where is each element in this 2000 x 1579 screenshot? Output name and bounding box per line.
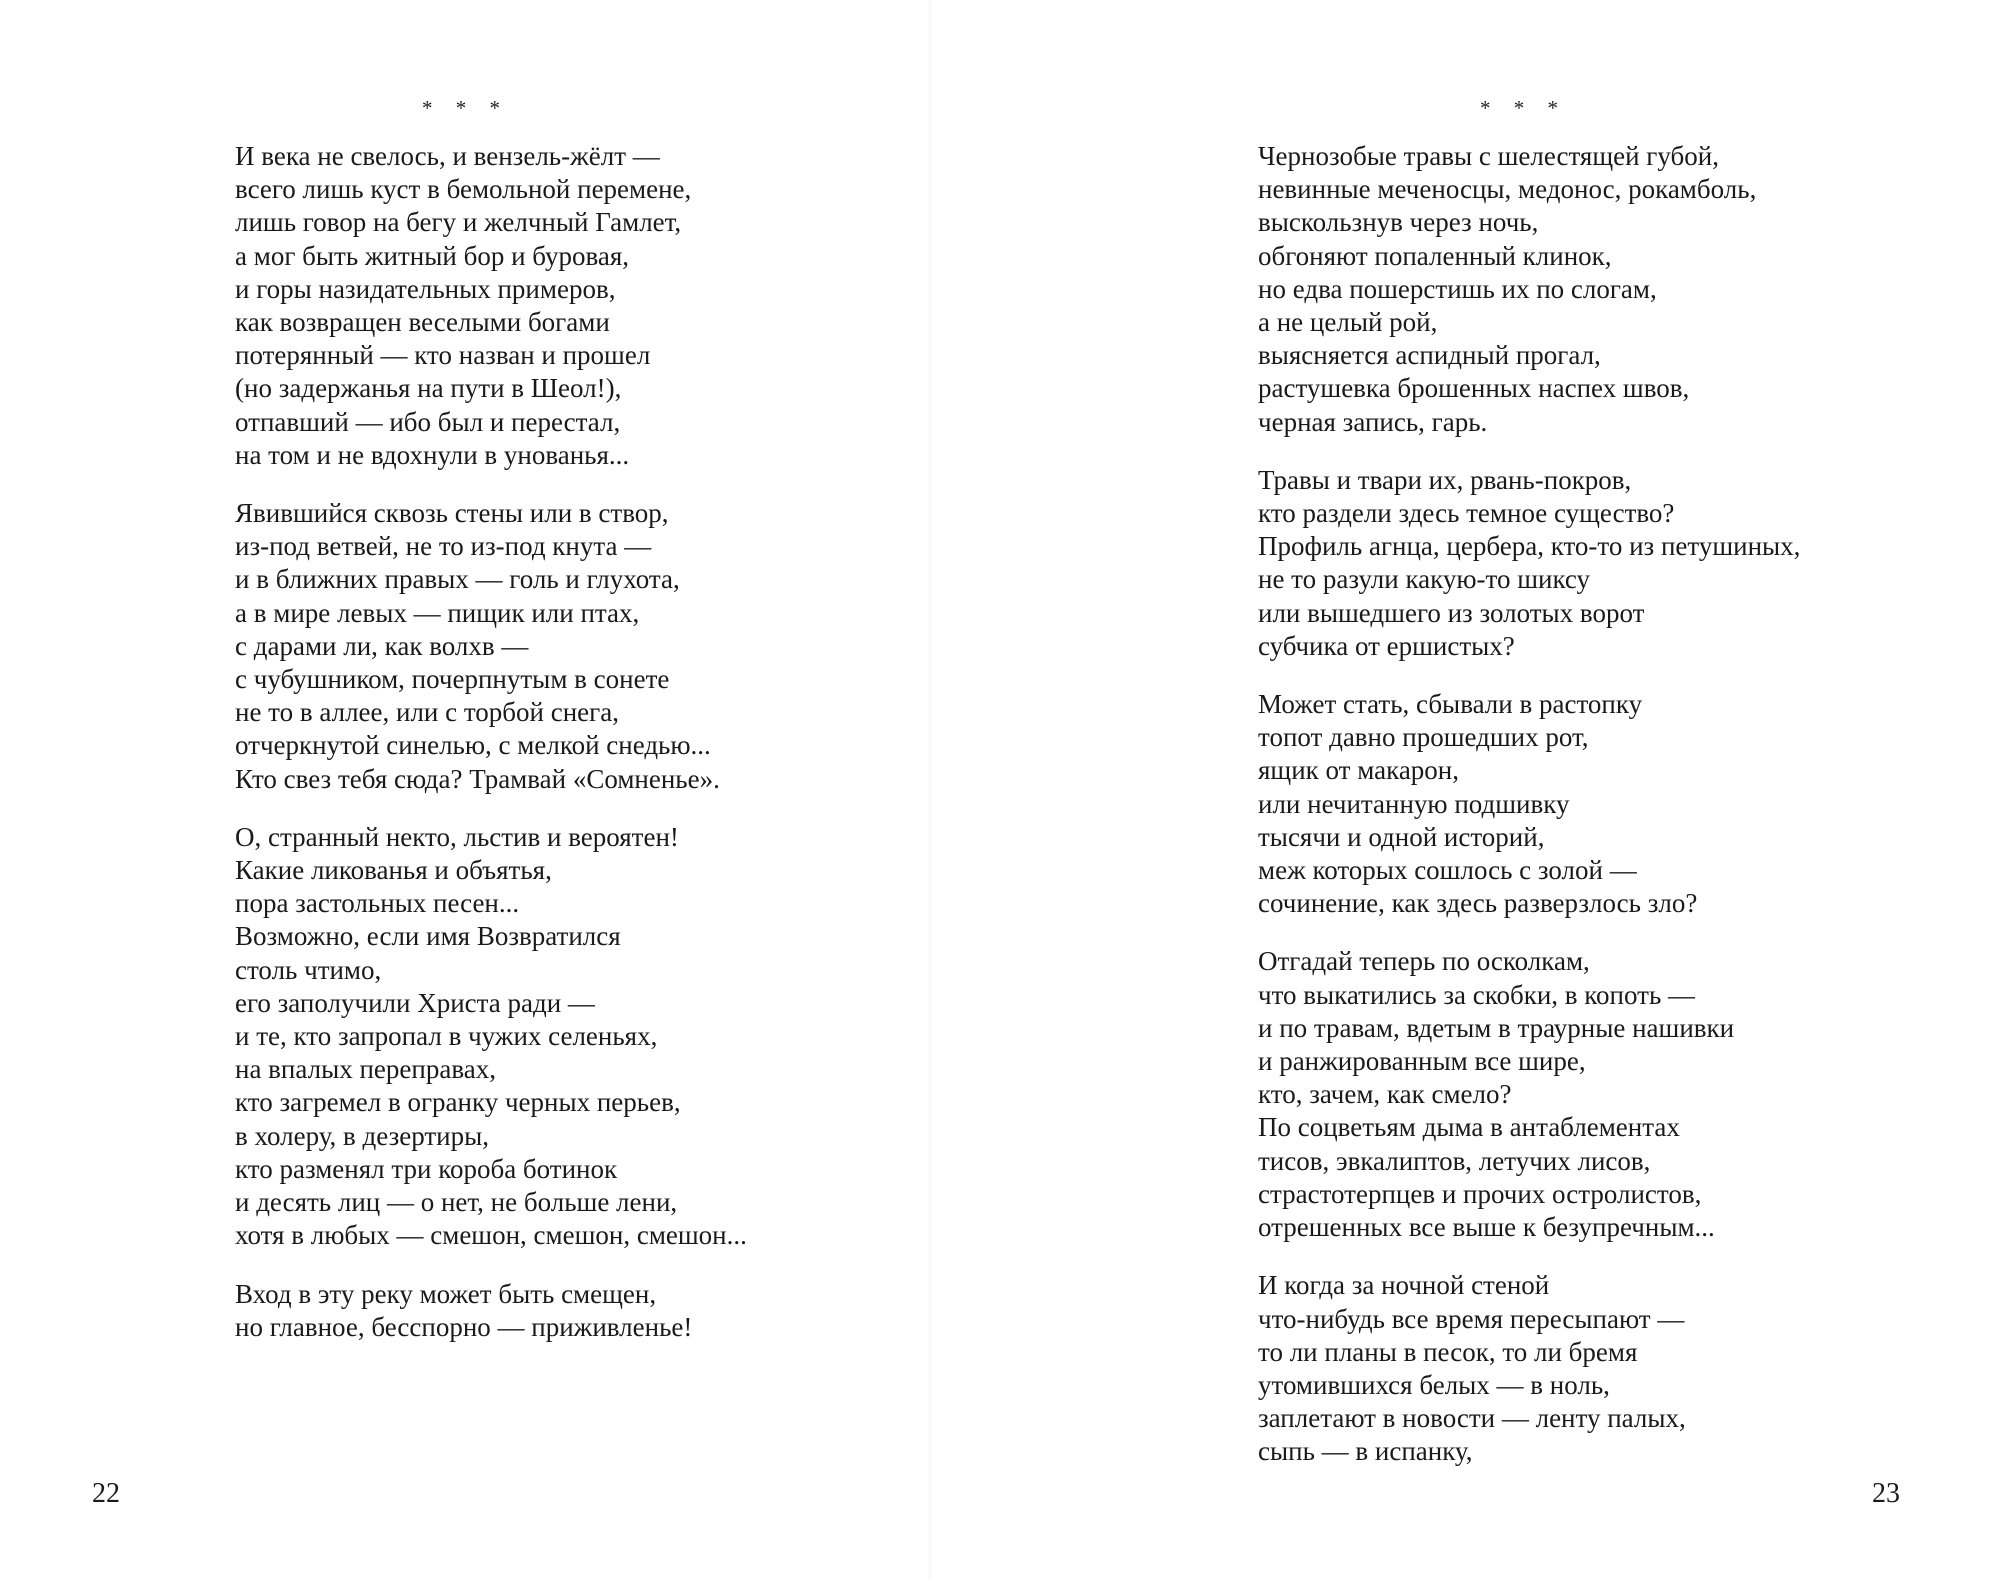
stanza [235, 821, 747, 1253]
poem-line: невинные меченосцы, медонос, рокамболь, [1258, 174, 1757, 205]
poem-line: отпавший — ибо был и перестал, [235, 406, 621, 437]
poem-line: обгоняют попаленный клинок, [1258, 240, 1612, 271]
poem-line: сочинение, как здесь разверзлось зло? [1258, 888, 1698, 919]
poem-line: что-нибудь все время пересыпают — [1258, 1303, 1685, 1334]
poem-line: и по травам, вдетым в траурные нашивки [1258, 1012, 1735, 1043]
poem-line: меж которых сошлось с золой — [1258, 855, 1637, 886]
poem-line: заплетают в новости — ленту палых, [1258, 1403, 1686, 1434]
poem-line: (но задержанья на пути в Шеол!), [235, 373, 622, 404]
poem-line: пора застольных песен... [235, 888, 520, 919]
poem-line: столь чтимо, [235, 954, 382, 985]
poem-line: Вход в эту реку может быть смещен, [235, 1278, 657, 1309]
poem-line: не то в аллее, или с торбой снега, [235, 697, 619, 728]
poem-line: отрешенных все выше к безупречным... [1258, 1212, 1715, 1243]
poem-line: не то разули какую-то шиксу [1258, 564, 1591, 595]
right-page [1000, 0, 2000, 1579]
poem-line: и десять лиц — о нет, не больше лени, [235, 1187, 678, 1218]
poem-line: черная запись, гарь. [1258, 406, 1488, 437]
poem-line: лишь говор на бегу и желчный Гамлет, [235, 207, 682, 238]
poem-line: Возможно, если имя Возвратился [235, 921, 621, 952]
poem-line: на впалых переправах, [235, 1054, 496, 1085]
stanza [1258, 140, 1800, 439]
stanza [1258, 688, 1800, 920]
poem-line: Какие ликованья и объятья, [235, 855, 552, 886]
poem-line: И когда за ночной стеной [1258, 1270, 1550, 1301]
poem-line: тисов, эвкалиптов, летучих лисов, [1258, 1145, 1651, 1176]
poem-line: сыпь — в испанку, [1258, 1436, 1473, 1467]
poem-line: кто раздели здесь темное существо? [1258, 498, 1675, 529]
poem-text [1258, 140, 1800, 1469]
poem-line: потерянный — кто назван и прошел [235, 340, 651, 371]
poem-line: с чубушником, почерпнутым в сонете [235, 664, 670, 695]
poem-line: кто загремел в огранку черных перьев, [235, 1087, 681, 1118]
stanza [1258, 1269, 1800, 1468]
poem-line: а мог быть житный бор и буровая, [235, 240, 630, 271]
poem-line: Явившийся сквозь стены или в створ, [235, 498, 669, 529]
poem-line: кто, зачем, как смело? [1258, 1079, 1512, 1110]
poem-line: и те, кто запропал в чужих селеньях, [235, 1021, 658, 1052]
poem-line: то ли планы в песок, то ли бремя [1258, 1336, 1638, 1367]
poem-line: хотя в любых — смешон, смешон, смешон... [235, 1220, 747, 1251]
poem-line: отчеркнутой синелью, с мелкой снедью... [235, 730, 711, 761]
section-separator: * * * [422, 96, 509, 120]
poem-line: но главное, бесспорно — приживленье! [235, 1311, 693, 1342]
poem-line: Чернозобые травы с шелестящей губой, [1258, 141, 1719, 171]
poem-line: в холеру, в дезертиры, [235, 1120, 489, 1151]
poem-line: субчика от ершистых? [1258, 630, 1515, 661]
stanza [235, 497, 747, 796]
poem-line: ящик от макарон, [1258, 755, 1459, 786]
poem-line: выскользнув через ночь, [1258, 207, 1539, 238]
poem-line: тысячи и одной историй, [1258, 821, 1545, 852]
poem-line: или вышедшего из золотых ворот [1258, 597, 1645, 628]
poem-line: как возвращен веселыми богами [235, 307, 610, 338]
poem-line: Травы и твари их, рвань-покров, [1258, 464, 1632, 495]
poem-line: Отгадай теперь по осколкам, [1258, 946, 1590, 977]
poem-line: выясняется аспидный прогал, [1258, 340, 1601, 371]
poem-line: что выкатились за скобки, в копоть — [1258, 979, 1696, 1010]
poem-line: страстотерпцев и прочих остролистов, [1258, 1178, 1702, 1209]
poem-line: с дарами ли, как волхв — [235, 630, 529, 661]
poem-line: О, странный некто, льстив и вероятен! [235, 821, 679, 852]
stanza [1258, 464, 1800, 663]
poem-line: По соцветьям дыма в антаблементах [1258, 1112, 1680, 1143]
poem-line: всего лишь куст в бемольной перемене, [235, 174, 692, 205]
poem-line: утомившихся белых — в ноль, [1258, 1369, 1610, 1400]
poem-line: а в мире левых — пищик или птах, [235, 597, 640, 628]
section-separator: * * * [1480, 96, 1567, 120]
stanza [235, 1278, 747, 1344]
poem-line: его заполучили Христа ради — [235, 987, 595, 1018]
poem-line: и в ближних правых — голь и глухота, [235, 564, 680, 595]
poem-line: а не целый рой, [1258, 307, 1438, 338]
poem-line: и ранжированным все шире, [1258, 1046, 1586, 1077]
poem-line: И века не свелось, и вензель-жёлт — [235, 141, 660, 171]
poem-line: или нечитанную подшивку [1258, 788, 1570, 819]
poem-line: на том и не вдохнули в унованья... [235, 439, 630, 470]
poem-line: но едва пошерстишь их по слогам, [1258, 273, 1657, 304]
poem-line: Кто свез тебя сюда? Трамвай «Сомненье». [235, 763, 720, 794]
poem-line: топот давно прошедших рот, [1258, 722, 1589, 753]
poem-line: Профиль агнца, цербера, кто-то из петушиных, [1258, 531, 1801, 562]
poem-line: из-под ветвей, не то из-под кнута — [235, 531, 652, 562]
poem-line: растушевка брошенных наспех швов, [1258, 373, 1690, 404]
poem-line: кто разменял три короба ботинок [235, 1153, 618, 1184]
poem-line: и горы назидательных примеров, [235, 273, 616, 304]
stanza [235, 140, 747, 472]
poem-line: Может стать, сбывали в растопку [1258, 689, 1643, 720]
page-number: 22 [92, 1478, 120, 1509]
poem-text [235, 140, 747, 1344]
stanza [1258, 945, 1800, 1244]
page-number: 23 [1872, 1478, 1900, 1509]
